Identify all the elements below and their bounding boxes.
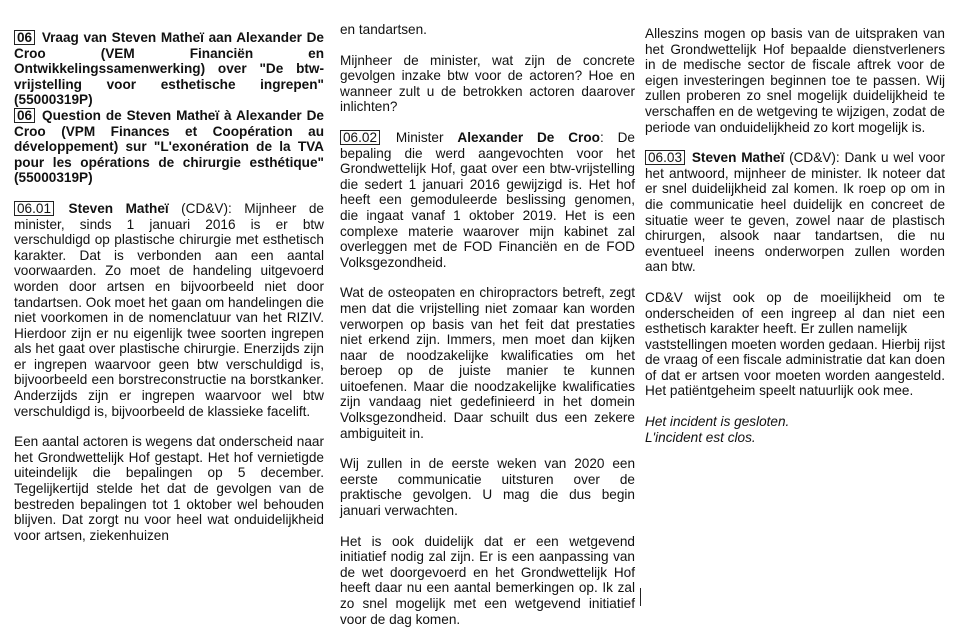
speaker-name: Alexander De Croo [457,129,600,145]
statement-text: Mijnheer de minister, sinds 1 januari 2016 is er btw verschuldigd op plastische chirurgie met esthetisch karakter. Dat is verbonden aan een aantal voorwaarden. Zo moet de handeling uitgevoerd worden door artsen en bijvoorbeeld niet door tandartsen. Ook moet het gaan om handelingen die niet voorkomen in de nomenclatuur van het RIZIV. Hierdoor zijn er nu eigenlijk twee soorten ingrepen als het gaat over plastische chirurgie. Enerzijds zijn er ingrepen waarvoor geen btw verschuldigd is, bijvoorbeeld een borstreconstructie na borstkanker. Anderzijds zijn er ingrepen waarvoor wel btw verschuldigd is, bijvoorbeeld de klassieke facelift. [14,200,324,419]
paragraph: Alleszins mogen op basis van de uitspraken van het Grondwettelijk Hof bepaalde dienstverleners in de medische sector de fiscale aftrek voor de eigen investeringen beginnen toe te passen. Wij zullen proberen zo snel mogelijk duidelijkheid te verschaffen en de wetgeving te wijzigen, zodat de periode van onduidelijkheid zo kort mogelijk is. [645,26,945,135]
paragraph: vaststellingen moeten worden gedaan. Hierbij rijst de vraag of een fiscale administratie dat kan doen of dat er artsen voor moeten worden aangesteld. Het patiëntgeheim speelt natuurlijk ook mee. [645,336,946,399]
speaker-party: (CD&V): [168,200,245,216]
incident-closed-nl: Het incident is gesloten. [645,414,790,430]
incident-closed-fr: L'incident est clos. [645,429,756,445]
statement-text: : De bepaling die werd aangevochten voor het Grondwettelijk Hof, gaat over een btw-vrijstelling die sedert 1 januari 2016 gewijzigd is. Het hof heeft een gemoduleerde beslissing genomen, die ingaat vanaf 1 oktober 2019. Het is een complexe materie waarover mijn kabinet zal overleggen met de FOD Financiën en de FOD Volksgezondheid. [340,129,635,270]
statement-number: 06.02 [340,130,380,145]
paragraph: en tandartsen. [340,22,427,37]
question-title-fr [14,108,324,186]
column-2 [340,22,635,642]
question-text-nl: Vraag van Steven Matheï aan Alexander De Croo (VEM Financiën en Ontwikkelingssamenwerking) over "De btw-vrijstelling voor esthetische ingrepen" (55000319P) [14,30,324,108]
statement-0602 [340,130,635,270]
statement-0603 [645,150,945,275]
paragraph: Wat de osteopaten en chiropractors betreft, zegt men dat die vrijstelling niet zomaar kan worden verworpen op basis van het feit dat prestaties niet erkend zijn. Immers, men moet dan kijken naar de noodzakelijke kwalificaties om het beroep op de juiste manier te kunnen uitoefenen. Maar die noodzakelijke kwalificaties zijn vandaag niet gedefinieerd in het domein Volksgezondheid. Daar schuilt dus een zekere ambiguiteit in. [340,285,635,441]
statement-number: 06.01 [14,201,54,216]
paragraph: Wij zullen in de eerste weken van 2020 een eerste communicatie uitsturen over de praktische gevolgen. U mag die dus begin januari verwachten. [340,456,635,519]
statement-text: Dank u wel voor het antwoord, mijnheer de minister. Ik noteer dat er snel duidelijkheid zal komen. Ik roep op om in die communicatie heel duidelijk en concreet de situatie weer te geven, zowel naar de plastisch chirurgen, alsook naar tandartsen, die nu eventueel ineens onderworpen zullen worden aan btw. [645,150,946,275]
speaker-name: Steven Matheï [68,200,169,216]
paragraph: Een aantal actoren is wegens dat onderscheid naar het Grondwettelijk Hof gestapt. Het hof vernietigde uiteindelijk die bepalingen op 5 december. Tegelijkertijd stelde het dat de gevolgen van de bestreden bepalingen tot 1 oktober wel behouden blijven. Dat zorgt nu voor heel wat onduidelijkheid voor artsen, ziekenhuizen [14,434,324,543]
column-divider-line [640,588,641,606]
speaker-role: Minister [395,129,458,145]
column-1 [14,30,324,558]
question-number: 06 [14,108,35,123]
statement-number: 06.03 [645,150,685,165]
speaker-party: (CD&V): [784,150,845,166]
paragraph: Mijnheer de minister, wat zijn de concrete gevolgen inzake btw voor de actoren? Hoe en wanneer zult u de betrokken actoren daarover inlichten? [340,52,635,115]
question-title-nl [14,30,324,108]
question-text-fr: Question de Steven Matheï à Alexander De Croo (VPM Finances et Coopération au développement) sur "L'exonération de la TVA pour les opérations de chirurgie esthétique" (55000319P) [14,107,324,186]
paragraph: Het is ook duidelijk dat er een wetgevend initiatief nodig zal zijn. Er is een aanpassing van de wet doorgevoerd en het Grondwettelijk Hof heeft daar nu een aantal bemerkingen op. Ik zal zo snel mogelijk met een wetgevend initiatief voor de dag komen. [340,533,635,627]
question-number: 06 [14,30,35,45]
paragraph: CD&V wijst ook op de moeilijkheid om te onderscheiden of een ingreep al dan niet een esthetisch karakter heeft. Er zullen namelijk [645,289,945,337]
column-3 [645,26,945,445]
speaker-name: Steven Matheï [691,150,785,166]
statement-0601 [14,201,324,419]
